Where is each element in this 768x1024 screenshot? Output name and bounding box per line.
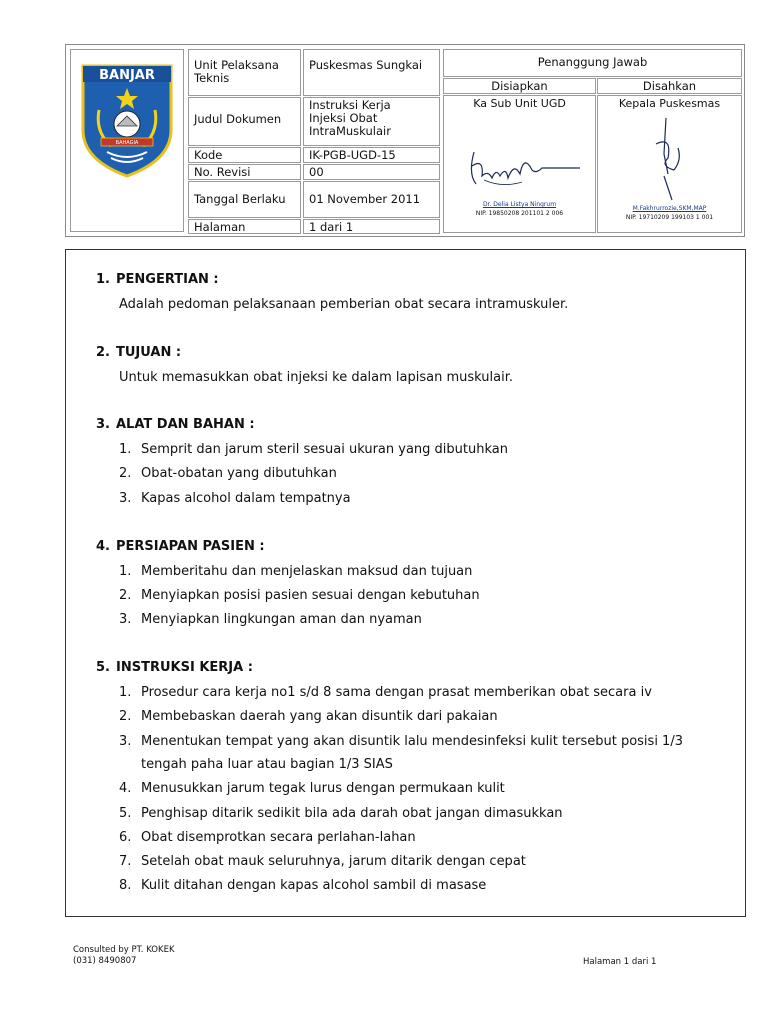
list-item: 2. Obat-obatan yang dibutuhkan <box>119 466 337 481</box>
list-item: 4. Menusukkan jarum tegak lurus dengan permukaan kulit <box>119 781 505 796</box>
list-item: 1. Memberitahu dan menjelaskan maksud dan tujuan <box>119 564 473 579</box>
list-item: 8. Kulit ditahan dengan kapas alcohol sambil di masase <box>119 878 487 893</box>
document-body <box>65 249 746 917</box>
kode-value: IK-PGB-UGD-15 <box>303 147 440 163</box>
footer-consulted: Consulted by PT. KOKEK <box>73 945 175 955</box>
list-item: 1. Semprit dan jarum steril sesuai ukuran yang dibutuhkan <box>119 442 508 457</box>
list-item: 2. Menyiapkan posisi pasien sesuai dengan kebutuhan <box>119 588 480 603</box>
list-item: 3. Kapas alcohol dalam tempatnya <box>119 491 351 506</box>
section-tujuan-title: 2. TUJUAN : <box>96 345 182 360</box>
disiapkan-nip: NIP. 19850208 201101 2 006 <box>475 210 564 217</box>
footer-phone: (031) 8490807 <box>73 956 137 966</box>
disahkan-name: M.Fakhrurrozie,SKM,MAP <box>632 205 707 212</box>
signature-disahkan <box>638 114 698 204</box>
list-item: 1. Prosedur cara kerja no1 s/d 8 sama dengan prasat memberikan obat secara iv <box>119 685 652 700</box>
list-item: 3. Menyiapkan lingkungan aman dan nyaman <box>119 612 422 627</box>
disahkan-nip: NIP. 19710209 199103 1 001 <box>625 214 714 221</box>
disahkan-label: Disahkan <box>597 78 742 94</box>
section-alat-bahan-title: 3. ALAT DAN BAHAN : <box>96 417 255 432</box>
disiapkan-label: Disiapkan <box>443 78 596 94</box>
section-tujuan-text: Untuk memasukkan obat injeksi ke dalam lapisan muskulair. <box>119 370 513 385</box>
tanggal-label: Tanggal Berlaku <box>188 181 301 218</box>
list-item: 6. Obat disemprotkan secara perlahan-lahan <box>119 830 416 845</box>
disiapkan-name: Dr. Delia Listya Ningrum <box>482 201 557 208</box>
penanggung-jawab-title: Penanggung Jawab <box>443 49 742 77</box>
unit-value: Puskesmas Sungkai <box>303 49 440 96</box>
judul-value: Instruksi Kerja Injeksi Obat IntraMuskulair <box>303 97 440 146</box>
revisi-label: No. Revisi <box>188 164 301 180</box>
halaman-label: Halaman <box>188 219 301 234</box>
section-persiapan-title: 4. PERSIAPAN PASIEN : <box>96 539 265 554</box>
signature-disiapkan <box>462 144 582 194</box>
section-pengertian-title: 1. PENGERTIAN : <box>96 272 219 287</box>
logo-cell <box>70 49 184 232</box>
disahkan-signature-cell <box>597 95 742 233</box>
halaman-value: 1 dari 1 <box>303 219 440 234</box>
document-header <box>65 44 745 237</box>
svg-text:BANJAR: BANJAR <box>99 68 155 83</box>
revisi-value: 00 <box>303 164 440 180</box>
list-item-continuation: tengah paha luar atau bagian 1/3 SIAS <box>141 757 393 772</box>
disiapkan-role: Ka Sub Unit UGD <box>473 97 566 110</box>
judul-label: Judul Dokumen <box>188 97 301 146</box>
footer-page: Halaman 1 dari 1 <box>583 957 657 967</box>
unit-label: Unit Pelaksana Teknis <box>188 49 301 96</box>
list-item: 3. Menentukan tempat yang akan disuntik lalu mendesinfeksi kulit tersebut posisi 1/3 <box>119 734 683 749</box>
section-instruksi-title: 5. INSTRUKSI KERJA : <box>96 660 253 675</box>
tanggal-value: 01 November 2011 <box>303 181 440 218</box>
list-item: 2. Membebaskan daerah yang akan disuntik dari pakaian <box>119 709 498 724</box>
kode-label: Kode <box>188 147 301 163</box>
list-item: 7. Setelah obat mauk seluruhnya, jarum ditarik dengan cepat <box>119 854 526 869</box>
banjar-emblem-icon <box>77 60 177 180</box>
disiapkan-signature-cell <box>443 95 596 233</box>
disahkan-role: Kepala Puskesmas <box>618 97 721 110</box>
svg-text:BAHAGIA: BAHAGIA <box>115 140 139 146</box>
section-pengertian-text: Adalah pedoman pelaksanaan pemberian obat secara intramuskuler. <box>119 297 569 312</box>
list-item: 5. Penghisap ditarik sedikit bila ada darah obat jangan dimasukkan <box>119 806 563 821</box>
